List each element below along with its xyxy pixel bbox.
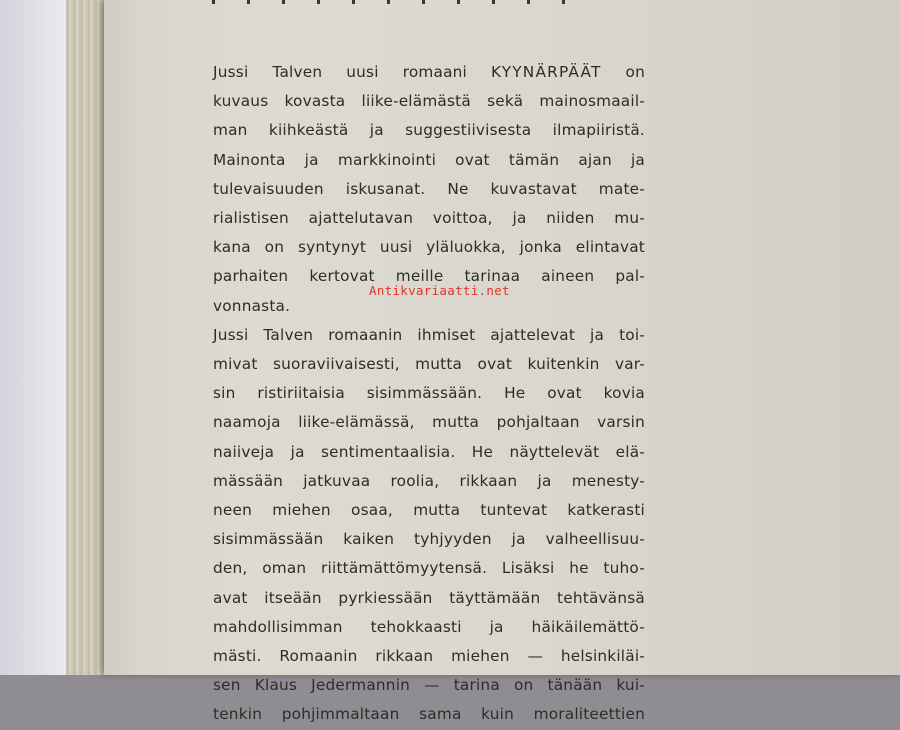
text-line: naiiveja ja sentimentaalisia. He näyttelevät elä- <box>213 442 645 461</box>
text-line: man kiihkeästä ja suggestiivisesta ilmapiiristä. <box>213 121 645 140</box>
text-line: Jussi Talven romaanin ihmiset ajattelevat ja toi- <box>213 325 645 344</box>
text-line: Jussi Talven uusi romaani KYYNÄRPÄÄT on <box>213 63 645 81</box>
text-line: tulevaisuuden iskusanat. Ne kuvastavat mate- <box>213 179 645 198</box>
text-line: neen miehen osaa, mutta tuntevat katkerasti <box>213 501 645 520</box>
text-line: naamoja liike-elämässä, mutta pohjaltaan varsin <box>213 413 645 432</box>
text-line: kana on syntynyt uusi yläluokka, jonka elintavat <box>213 238 645 257</box>
text-line: sisimmässään kaiken tyhjyyden ja valheellisuu- <box>213 530 645 549</box>
text-line: kuvaus kovasta liike-elämästä sekä mainosmaail- <box>213 92 645 111</box>
text-line: avat itseään pyrkiessään täyttämään tehtävänsä <box>213 588 645 607</box>
book-title: KYYNÄRPÄÄT <box>491 63 602 81</box>
text-line: Mainonta ja markkinointi ovat tämän ajan ja <box>213 150 645 169</box>
text-line: mivat suoraviivaisesti, mutta ovat kuitenkin var- <box>213 355 645 374</box>
text-line: den, oman riittämättömyytensä. Lisäksi he tuho- <box>213 559 645 578</box>
text-line: vonnasta. <box>213 296 291 315</box>
text-line: mahdollisimman tehokkaasti ja häikäilemättö- <box>213 617 645 636</box>
text-line: tenkin pohjimmaltaan sama kuin moraliteettien <box>213 705 645 724</box>
cropped-heading <box>212 0 612 4</box>
text-line: mässään jatkuvaa roolia, rikkaan ja menesty- <box>213 471 645 490</box>
watermark-text: Antikvariaatti.net <box>369 283 510 298</box>
text-line: sen Klaus Jedermannin — tarina on tänään kui- <box>213 676 645 695</box>
text-line: mästi. Romaanin rikkaan miehen — helsinkiläi- <box>213 647 645 666</box>
text-line: parhaiten kertovat meille tarinaa aineen pal- <box>213 267 645 286</box>
blurb-text <box>213 58 645 730</box>
text-line: rialistisen ajattelutavan voittoa, ja niiden mu- <box>213 209 645 228</box>
text-line: sin ristiriitaisia sisimmässään. He ovat kovia <box>213 384 645 403</box>
